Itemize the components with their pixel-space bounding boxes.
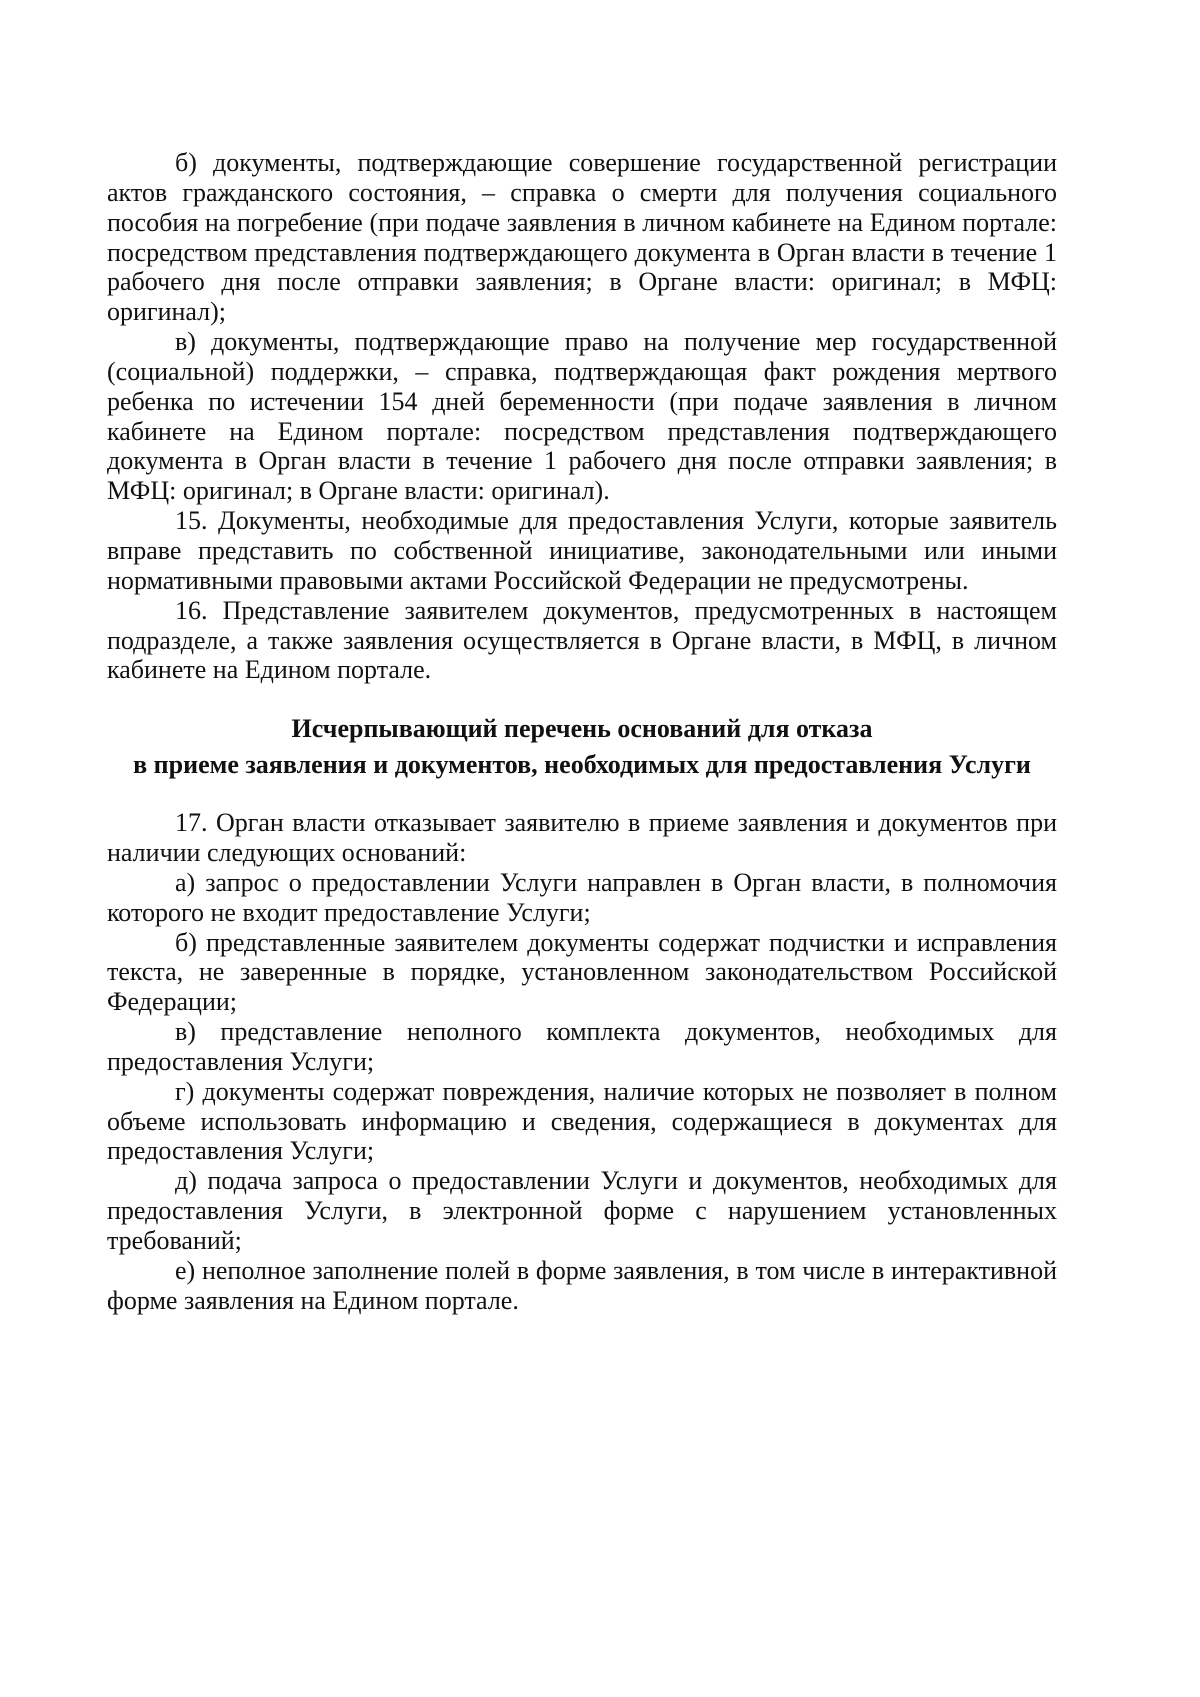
paragraph-17-e [107, 1256, 1057, 1316]
paragraph-17-a [107, 868, 1057, 928]
text-line: а) запрос о предоставлении Услуги направлен в Орган власти, в полномочия [175, 867, 1057, 897]
section-heading [107, 711, 1057, 783]
paragraph-b-civil-registration [107, 148, 1057, 327]
text-line: пособия на погребение (при подаче заявления в личном кабинете на Едином портале: [107, 207, 1057, 237]
text-line: оригинал); [107, 297, 227, 327]
text-line: форме заявления на Едином портале. [107, 1285, 519, 1315]
text-line: Федерации; [107, 987, 238, 1017]
text-line: (социальной) поддержки, – справка, подтверждающая факт рождения мертвого [107, 356, 1057, 386]
paragraph-v-support-rights [107, 327, 1057, 506]
text-line: б) представленные заявителем документы содержат подчистки и исправления [175, 927, 1057, 957]
paragraph-17 [107, 808, 1057, 868]
text-line: посредством представления подтверждающего документа в Орган власти в течение 1 [107, 237, 1057, 267]
text-line: МФЦ: оригинал; в Органе власти: оригинал). [107, 476, 610, 506]
text-line: 16. Представление заявителем документов, предусмотренных в настоящем [175, 595, 1057, 625]
paragraph-17-b [107, 928, 1057, 1018]
text-line: б) документы, подтверждающие совершение государственной регистрации [175, 148, 1057, 177]
text-line: 15. Документы, необходимые для предоставления Услуги, которые заявитель [175, 506, 1057, 536]
heading-line: Исчерпывающий перечень оснований для отказа [291, 714, 873, 744]
paragraph-15 [107, 506, 1057, 596]
text-line: которого не входит предоставление Услуги; [107, 897, 591, 927]
text-line: предоставления Услуги; [107, 1136, 375, 1166]
paragraph-16 [107, 596, 1057, 686]
text-line: подразделе, а также заявления осуществляется в Органе власти, в МФЦ, в личном [107, 625, 1057, 655]
text-line: рабочего дня после отправки заявления; в Органе власти: оригинал; в МФЦ: [107, 267, 1057, 297]
text-line: вправе представить по собственной инициативе, законодательными или иными [107, 535, 1057, 565]
text-line: наличии следующих оснований: [107, 838, 467, 868]
text-line: ребенка по истечении 154 дней беременности (при подаче заявления в личном [107, 386, 1057, 416]
text-line: требований; [107, 1226, 242, 1255]
text-line: предоставления Услуги; [107, 1046, 375, 1076]
text-line: предоставления Услуги, в электронной форме с нарушением установленных [107, 1196, 1057, 1226]
text-line: е) неполное заполнение полей в форме заявления, в том числе в интерактивной [175, 1255, 1057, 1285]
text-line: объеме использовать информацию и сведения, содержащиеся в документах для [107, 1106, 1057, 1136]
text-line: 17. Орган власти отказывает заявителю в приеме заявления и документов при [175, 808, 1057, 838]
paragraph-17-v [107, 1017, 1057, 1077]
text-line: нормативными правовыми актами Российской Федерации не предусмотрены. [107, 565, 969, 595]
text-line: в) документы, подтверждающие право на получение мер государственной [175, 327, 1057, 357]
text-line: текста, не заверенные в порядке, установленном законодательством Российской [107, 957, 1057, 987]
heading-line: в приеме заявления и документов, необходимых для предоставления Услуги [133, 750, 1031, 780]
text-line: д) подача запроса о предоставлении Услуги и документов, необходимых для [175, 1166, 1057, 1196]
text-line: кабинете на Едином портале: посредством представления подтверждающего [107, 416, 1057, 446]
text-line: г) документы содержат повреждения, наличие которых не позволяет в полном [175, 1076, 1057, 1106]
text-line: актов гражданского состояния, – справка о смерти для получения социального [107, 177, 1057, 207]
text-line: в) представление неполного комплекта документов, необходимых для [175, 1017, 1057, 1047]
text-line: документа в Орган власти в течение 1 рабочего дня после отправки заявления; в [107, 446, 1057, 476]
paragraph-17-g [107, 1077, 1057, 1167]
text-line: кабинете на Едином портале. [107, 655, 432, 685]
paragraph-17-d [107, 1166, 1057, 1256]
